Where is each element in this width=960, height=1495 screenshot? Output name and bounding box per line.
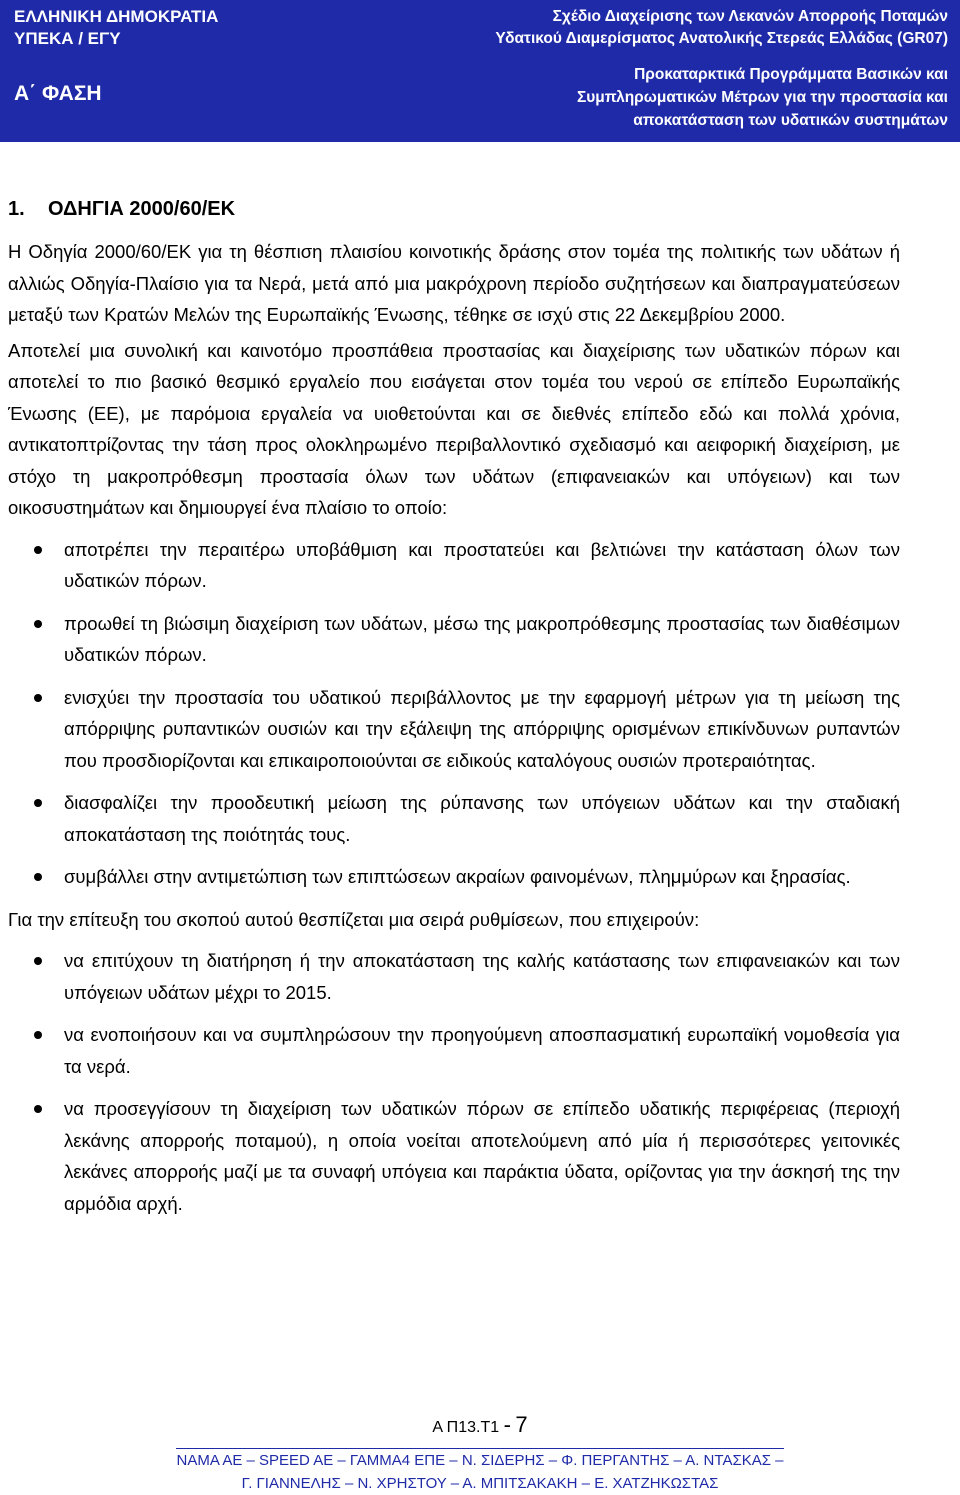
list-item-text: να επιτύχουν τη διατήρηση ή την αποκατάσταση της καλής κατάστασης των επιφανειακών και των υπόγειων υδάτων μέχρι το 2015.	[64, 950, 900, 1003]
page-number-prefix: Α Π13.Τ1	[432, 1419, 500, 1436]
page-number-dash: -	[503, 1412, 511, 1437]
bullet-icon	[34, 1105, 42, 1113]
header-phase: Α΄ ΦΑΣΗ	[14, 82, 102, 105]
list-item-text: προωθεί τη βιώσιμη διαχείριση των υδάτων, μέσω της μακροπρόθεσμης προστασίας των διαθέσιμων υδατικών πόρων.	[64, 612, 900, 665]
section-title: ΟΔΗΓΙΑ 2000/60/ΕΚ	[48, 198, 236, 220]
framework-objectives-list	[8, 534, 900, 893]
header-ministry: ΥΠΕΚΑ / ΕΓΥ	[14, 29, 121, 48]
bullet-icon	[34, 799, 42, 807]
page-footer	[0, 1448, 960, 1495]
footer-consortium-line2: Γ. ΓΙΑΝΝΕΛΗΣ – Ν. ΧΡΗΣΤΟΥ – Α. ΜΠΙΤΣΑΚΑΚΗ – Ε. ΧΑΤΖΗΚΩΣΤΑΣ	[241, 1475, 719, 1492]
regulation-goals-list	[8, 945, 900, 1219]
header-report-line3: αποκατάσταση των υδατικών συστημάτων	[633, 112, 948, 129]
document-body	[8, 236, 900, 1230]
paragraph-description: Αποτελεί μια συνολική και καινοτόμο προσπάθεια προστασίας και διαχείρισης των υδατικών πόρων και αποτελεί το πιο βασικό θεσμικό εργαλείο που εισάγεται στον τομέα του νερού σε επίπεδο Ευρωπαϊκής Ένωσης (ΕΕ), με παρόμοια εργαλεία να υιοθετούνται και σε διεθνές επίπεδο εδώ και πολλά χρόνια, αντικατοπτρίζοντας την τάση προς ολοκληρωμένο περιβαλλοντικό σχεδιασμό και αειφορική διαχείριση, με στόχο τη μακροπρόθεσμη προστασία όλων των υδάτων (επιφανειακών και υπόγειων) και των οικοσυστημάτων και δημιουργεί ένα πλαίσιο το οποίο:	[8, 339, 900, 518]
page-number	[0, 1412, 960, 1438]
page-header	[0, 0, 960, 142]
paragraph-intro: Η Οδηγία 2000/60/ΕΚ για τη θέσπιση πλαισίου κοινοτικής δράσης στον τομέα της πολιτικής των υδάτων ή αλλιώς Οδηγία-Πλαίσιο για τα Νερά, μετά από μια μακρόχρονη περίοδο συζητήσεων και διαπραγματεύσεων μεταξύ των Κρατών Μελών της Ευρωπαϊκής Ένωσης, τέθηκε σε ισχύ στις 22 Δεκεμβρίου 2000.	[8, 241, 900, 325]
header-district: Υδατικού Διαμερίσματος Ανατολικής Στερεάς Ελλάδας (GR07)	[495, 30, 948, 47]
list-item-text: διασφαλίζει την προοδευτική μείωση της ρύπανσης των υπόγειων υδάτων και την σταδιακή αποκατάσταση της ποιότητάς τους.	[64, 792, 900, 845]
section-number: 1.	[8, 198, 25, 220]
list-item	[8, 1093, 900, 1219]
section-heading	[8, 198, 235, 221]
list-item-text: αποτρέπει την περαιτέρω υποβάθμιση και προστατεύει και βελτιώνει την κατάσταση όλων των υδατικών πόρων.	[64, 538, 900, 591]
bullet-icon	[34, 873, 42, 881]
list-item	[8, 861, 900, 893]
bullet-icon	[34, 694, 42, 702]
list-item-text: να προσεγγίσουν τη διαχείριση των υδατικών πόρων σε επίπεδο υδατικής περιφέρειας (περιοχή λεκάνης απορροής ποταμού), η οποία νοείται αποτελούμενη από μία ή περισσότερες γειτονικές λεκάνες απορροής μαζί με τα συναφή υπόγεια και παράκτια ύδατα, ορίζοντας για την άσκησή της την αρμόδια αρχή.	[64, 1098, 900, 1214]
paragraph-regulations: Για την επίτευξη του σκοπού αυτού θεσπίζεται μια σειρά ρυθμίσεων, που επιχειρούν:	[8, 908, 700, 930]
bullet-icon	[34, 620, 42, 628]
bullet-icon	[34, 957, 42, 965]
list-item-text: να ενοποιήσουν και να συμπληρώσουν την προηγούμενη αποσπασματική ευρωπαϊκή νομοθεσία για τα νερά.	[64, 1024, 900, 1077]
list-item-text: συμβάλλει στην αντιμετώπιση των επιπτώσεων ακραίων φαινομένων, πλημμύρων και ξηρασίας.	[64, 866, 851, 887]
list-item	[8, 945, 900, 1008]
list-item	[8, 608, 900, 671]
header-report-line2: Συμπληρωματικών Μέτρων για την προστασία και	[576, 89, 948, 106]
header-country: ΕΛΛΗΝΙΚΗ ΔΗΜΟΚΡΑΤΙΑ	[14, 7, 219, 26]
header-plan-title: Σχέδιο Διαχείρισης των Λεκανών Απορροής Ποταμών	[552, 8, 948, 25]
footer-consortium-line1: ΝΑΜΑ ΑΕ – SPEED AE – ΓΑΜΜΑ4 ΕΠΕ – Ν. ΣΙΔΕΡΗΣ – Φ. ΠΕΡΓΑΝΤΗΣ – Α. ΝΤΑΣΚΑΣ –	[176, 1448, 783, 1472]
bullet-icon	[34, 1031, 42, 1039]
list-item	[8, 1019, 900, 1082]
list-item	[8, 682, 900, 777]
list-item	[8, 534, 900, 597]
bullet-icon	[34, 546, 42, 554]
list-item-text: ενισχύει την προστασία του υδατικού περιβάλλοντος με την εφαρμογή μέτρων για τη μείωση της απόρριψης ρυπαντικών ουσιών και την εξάλειψη της απόρριψης ορισμένων επικίνδυνων ρυπαντών που προσδιορίζονται και επικαιροποιούνται σε ειδικούς καταλόγους ουσιών προτεραιότητας.	[64, 686, 900, 771]
page-number-value: 7	[515, 1412, 528, 1437]
list-item	[8, 787, 900, 850]
header-report-line1: Προκαταρκτικά Προγράμματα Βασικών και	[634, 66, 948, 83]
